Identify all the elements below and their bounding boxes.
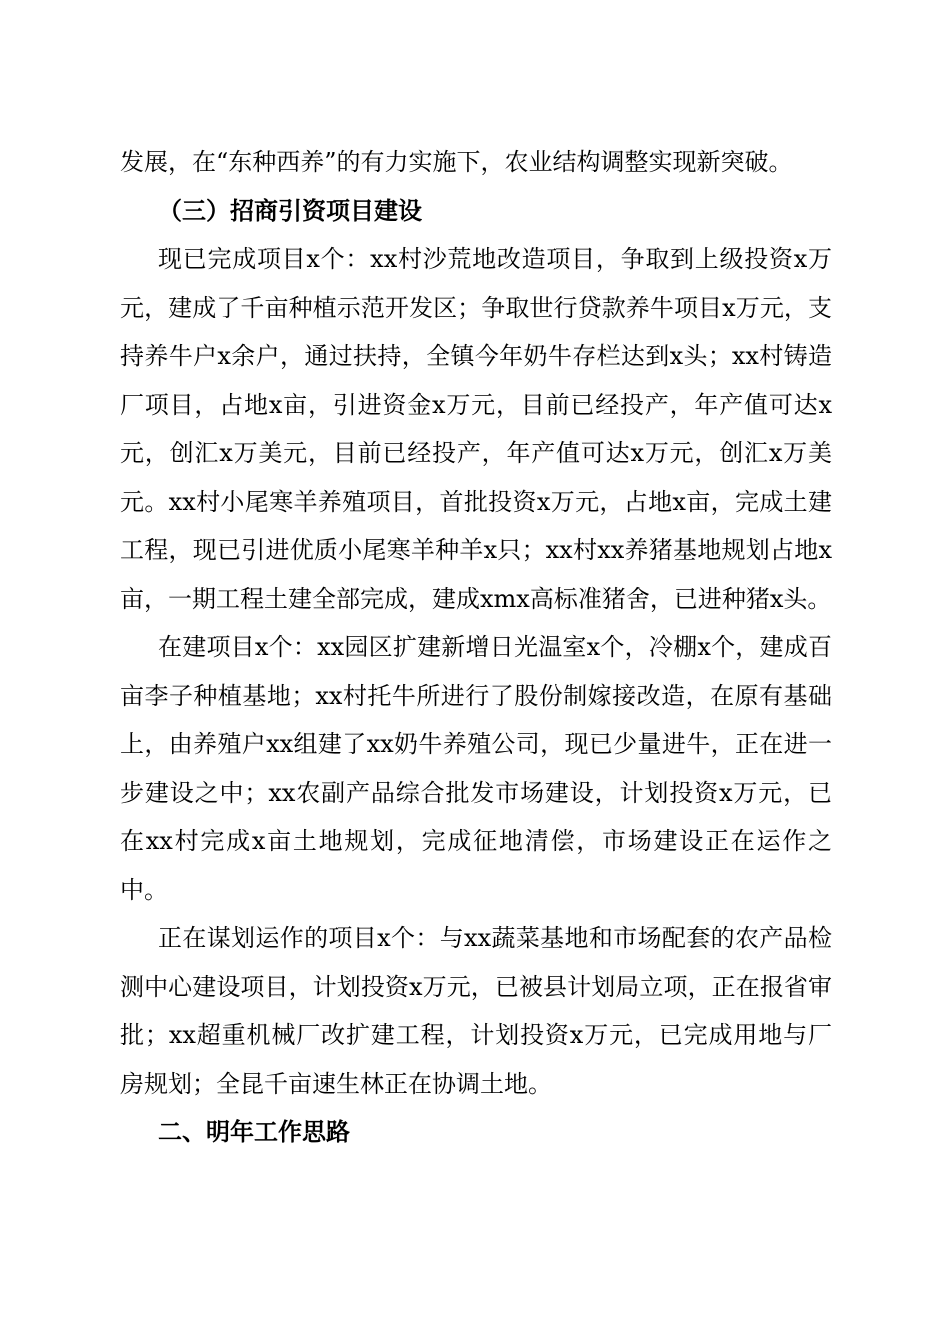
section-heading: 二、明年工作思路 (158, 1118, 350, 1146)
document-body (120, 138, 832, 1157)
paragraph-planned-projects: 正在谋划运作的项目x个：与xx蔬菜基地和市场配套的农产品检测中心建设项目，计划投资x万元，已被县计划局立项，正在报省审批；xx超重机械厂改扩建工程，计划投资x万元，已完成用地与厂房规划；全昆千亩速生林正在协调土地。 (120, 924, 832, 1098)
paragraph-completed-projects: 现已完成项目x个：xx村沙荒地改造项目，争取到上级投资x万元，建成了千亩种植示范开发区；争取世行贷款养牛项目x万元，支持养牛户x余户，通过扶持，全镇今年奶牛存栏达到x头；xx村铸造厂项目，占地x亩，引进资金x万元，目前已经投产，年产值可达x元，创汇x万美元，目前已经投产，年产值可达x万元，创汇x万美元。xx村小尾寒羊养殖项目，首批投资x万元，占地x亩，完成土建工程，现已引进优质小尾寒羊种羊x只；xx村xx养猪基地规划占地x亩，一期工程土建全部完成，建成xmx高标准猪舍，已进种猪x头。 (120, 245, 832, 613)
section-subheading: （三）招商引资项目建设 (158, 196, 422, 225)
paragraph-continuation: 发展，在“东种西养”的有力实施下，农业结构调整实现新突破。 (120, 148, 793, 176)
paragraph-projects-under-construction: 在建项目x个：xx园区扩建新增日光温室x个，冷棚x个，建成百亩李子种植基地；xx村托牛所进行了股份制嫁接改造，在原有基础上，由养殖户xx组建了xx奶牛养殖公司，现已少量进牛，正在进一步建设之中；xx农副产品综合批发市场建设，计划投资x万元，已在xx村完成x亩土地规划，完成征地清偿，市场建设正在运作之中。 (120, 633, 832, 904)
